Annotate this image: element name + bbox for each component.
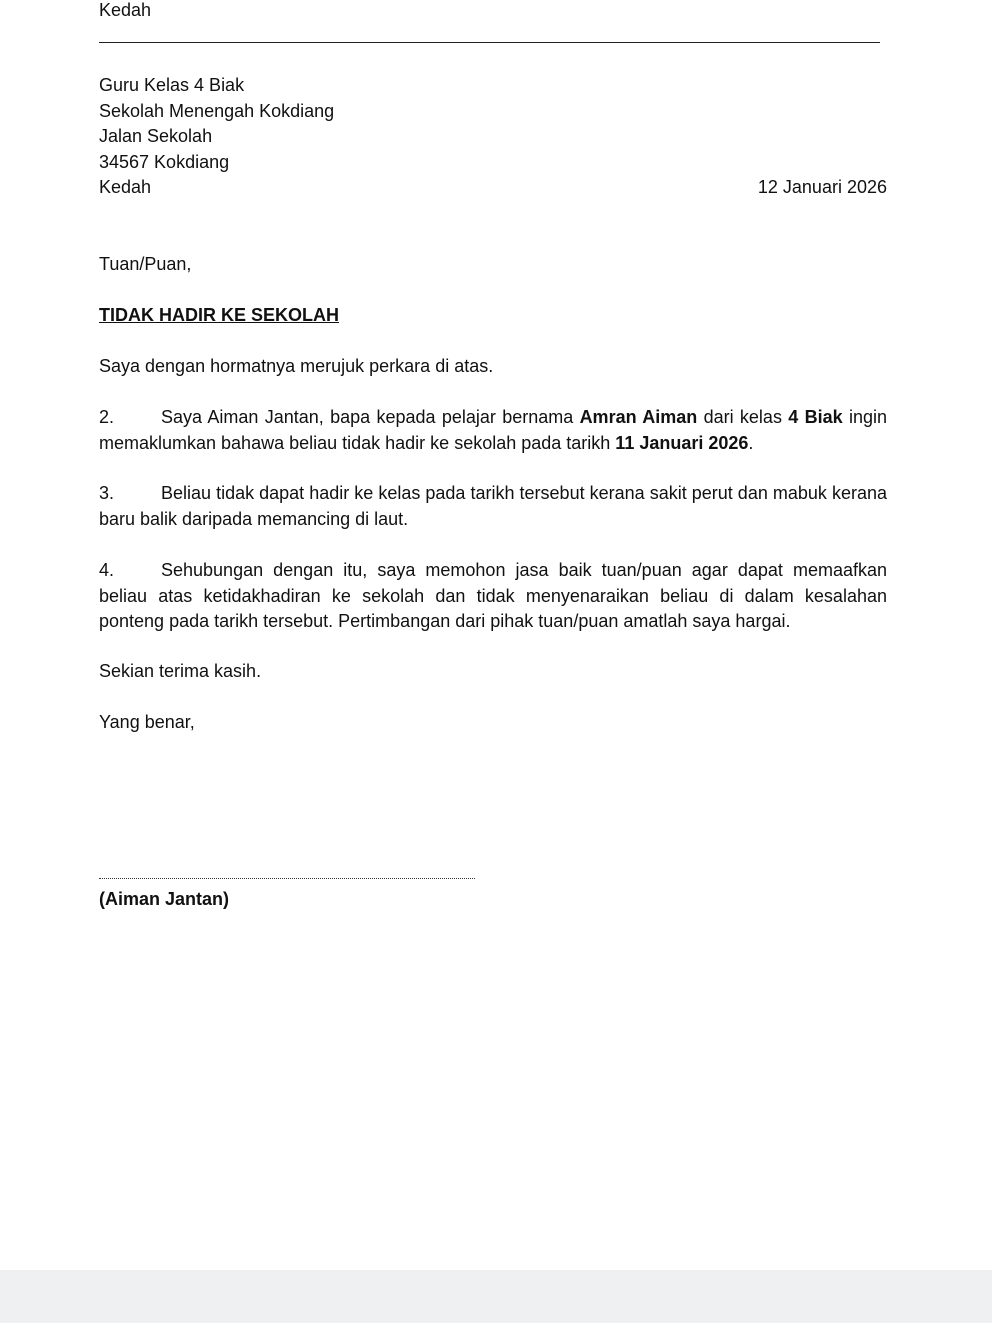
paragraph-2-text-b: dari kelas — [697, 407, 789, 427]
absence-date: 11 Januari 2026 — [615, 432, 749, 453]
paragraph-4 — [99, 558, 887, 635]
paragraph-2-text-c: ingin memaklumkan bahawa beliau tidak hadir ke sekolah pada tarikh — [99, 407, 887, 453]
paragraph-2-text-a: Saya Aiman Jantan, bapa kepada pelajar bernama — [161, 407, 580, 427]
recipient-line-5: Kedah — [99, 177, 152, 197]
header-rule — [99, 42, 880, 43]
paragraph-3-number: 3. — [99, 483, 115, 503]
signoff-text: Yang benar, — [99, 712, 195, 732]
paragraph-2-text-d: . — [748, 432, 754, 453]
salutation: Tuan/Puan, — [99, 254, 192, 274]
paragraph-4-text: Sehubungan dengan itu, saya memohon jasa baik tuan/puan agar dapat memaafkan beliau atas ketidakhadiran ke sekolah dan tidak menyenaraikan beliau di dalam kesalahan ponteng pada tarikh tersebut. Pertimbangan dari pihak tuan/puan amatlah saya hargai. — [99, 560, 887, 631]
recipient-line-4: 34567 Kokdiang — [99, 152, 230, 172]
letter-date: 12 Januari 2026 — [757, 177, 887, 197]
recipient-line-3: Jalan Sekolah — [99, 126, 213, 146]
bottom-bar — [0, 1270, 992, 1323]
student-name: Amran Aiman — [579, 407, 698, 427]
paragraph-3 — [99, 481, 887, 532]
subject-heading: TIDAK HADIR KE SEKOLAH — [99, 305, 340, 325]
recipient-line-2: Sekolah Menengah Kokdiang — [99, 101, 335, 121]
paragraph-2 — [99, 405, 887, 456]
paragraph-4-number: 4. — [99, 560, 115, 580]
paragraph-3-text: Beliau tidak dapat hadir ke kelas pada tarikh tersebut kerana sakit perut dan mabuk kerana baru balik daripada memancing di laut. — [99, 483, 887, 529]
paragraph-1: Saya dengan hormatnya merujuk perkara di atas. — [99, 356, 494, 376]
closing-text: Sekian terima kasih. — [99, 661, 262, 681]
signature-line — [99, 878, 475, 879]
student-class: 4 Biak — [788, 407, 843, 427]
paragraph-2-number: 2. — [99, 407, 115, 427]
sender-state: Kedah — [99, 0, 152, 20]
recipient-line-1: Guru Kelas 4 Biak — [99, 75, 245, 95]
signature-name: (Aiman Jantan) — [99, 889, 230, 909]
